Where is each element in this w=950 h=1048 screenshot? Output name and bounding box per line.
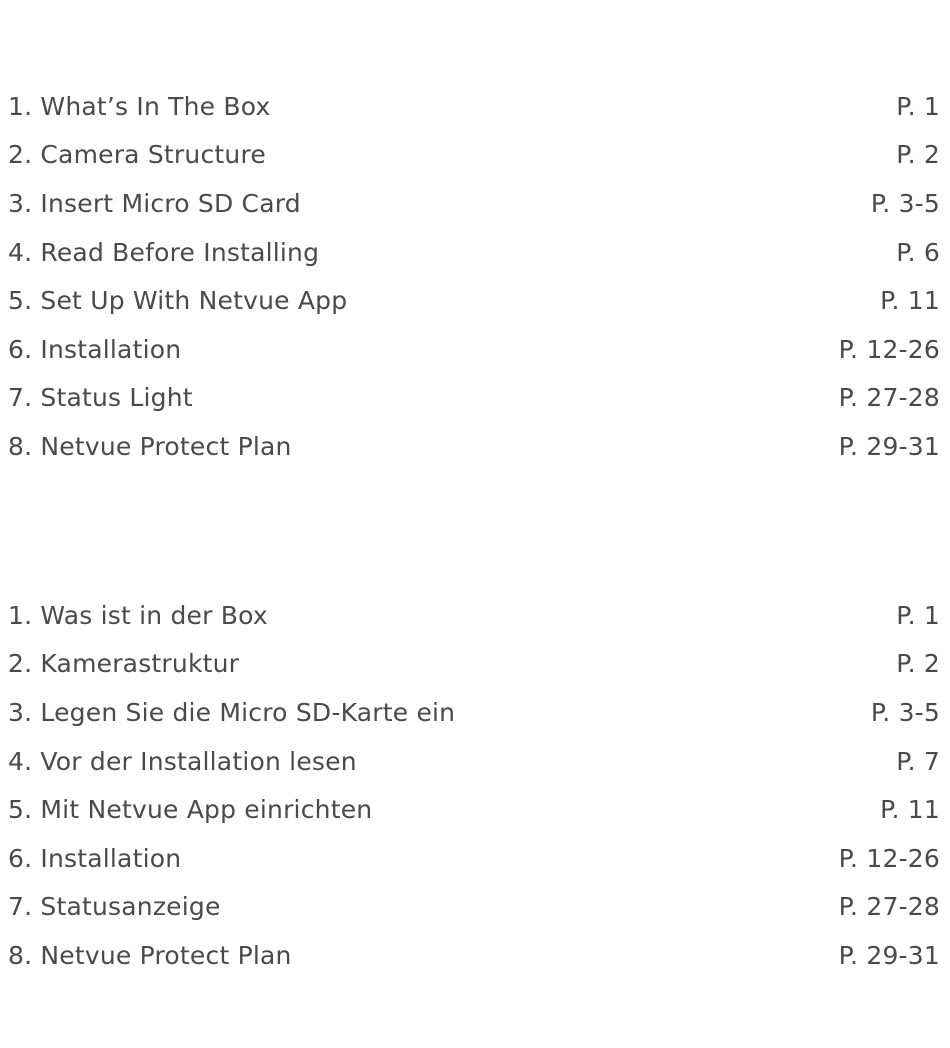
toc-entry-page: P. 3-5: [870, 188, 940, 218]
toc-entry: [8, 883, 940, 932]
toc-entry-title: 1. Was ist in der Box: [8, 600, 268, 630]
toc-entry-title: 2. Kamerastruktur: [8, 649, 240, 679]
toc-entry: [8, 422, 940, 471]
toc-entry-page: P. 11: [880, 286, 940, 316]
toc-entry: [8, 931, 940, 980]
toc-entry-page: P. 2: [896, 649, 940, 679]
toc-entry: [8, 179, 940, 228]
toc-entry: [8, 591, 940, 640]
toc-entry-title: 8. Netvue Protect Plan: [8, 940, 292, 970]
toc-entry-page: P. 12-26: [838, 843, 940, 873]
toc-entry-page: P. 12-26: [838, 334, 940, 364]
table-of-contents-german: [8, 591, 940, 980]
toc-entry: [8, 737, 940, 786]
toc-entry-page: P. 11: [880, 795, 940, 825]
toc-entry: [8, 640, 940, 689]
toc-entry-page: P. 3-5: [870, 697, 940, 727]
toc-entry: [8, 785, 940, 834]
toc-entry: [8, 325, 940, 374]
toc-entry-page: P. 1: [896, 600, 940, 630]
toc-entry: [8, 276, 940, 325]
toc-entry-page: P. 29-31: [838, 431, 940, 461]
toc-entry-title: 3. Insert Micro SD Card: [8, 188, 301, 218]
table-of-contents-english: [8, 82, 940, 471]
toc-entry-title: 4. Read Before Installing: [8, 237, 320, 267]
toc-entry-page: P. 1: [896, 91, 940, 121]
toc-entry-page: P. 2: [896, 140, 940, 170]
toc-entry-title: 5. Set Up With Netvue App: [8, 286, 348, 316]
toc-entry: [8, 131, 940, 180]
toc-entry-page: P. 27-28: [838, 892, 940, 922]
toc-entry: [8, 374, 940, 423]
toc-entry-title: 1. What’s In The Box: [8, 91, 271, 121]
toc-entry-title: 2. Camera Structure: [8, 140, 266, 170]
toc-entry-page: P. 6: [896, 237, 940, 267]
toc-entry-title: 7. Status Light: [8, 383, 193, 413]
toc-entry: [8, 834, 940, 883]
toc-entry-title: 3. Legen Sie die Micro SD-Karte ein: [8, 697, 456, 727]
toc-entry-title: 6. Installation: [8, 334, 182, 364]
toc-entry-title: 4. Vor der Installation lesen: [8, 746, 357, 776]
toc-entry: [8, 228, 940, 277]
toc-entry: [8, 688, 940, 737]
toc-entry-title: 7. Statusanzeige: [8, 892, 221, 922]
toc-entry-title: 8. Netvue Protect Plan: [8, 431, 292, 461]
toc-entry-page: P. 7: [896, 746, 940, 776]
toc-entry-page: P. 29-31: [838, 940, 940, 970]
toc-entry-title: 5. Mit Netvue App einrichten: [8, 795, 373, 825]
toc-entry: [8, 82, 940, 131]
toc-entry-page: P. 27-28: [838, 383, 940, 413]
toc-entry-title: 6. Installation: [8, 843, 182, 873]
